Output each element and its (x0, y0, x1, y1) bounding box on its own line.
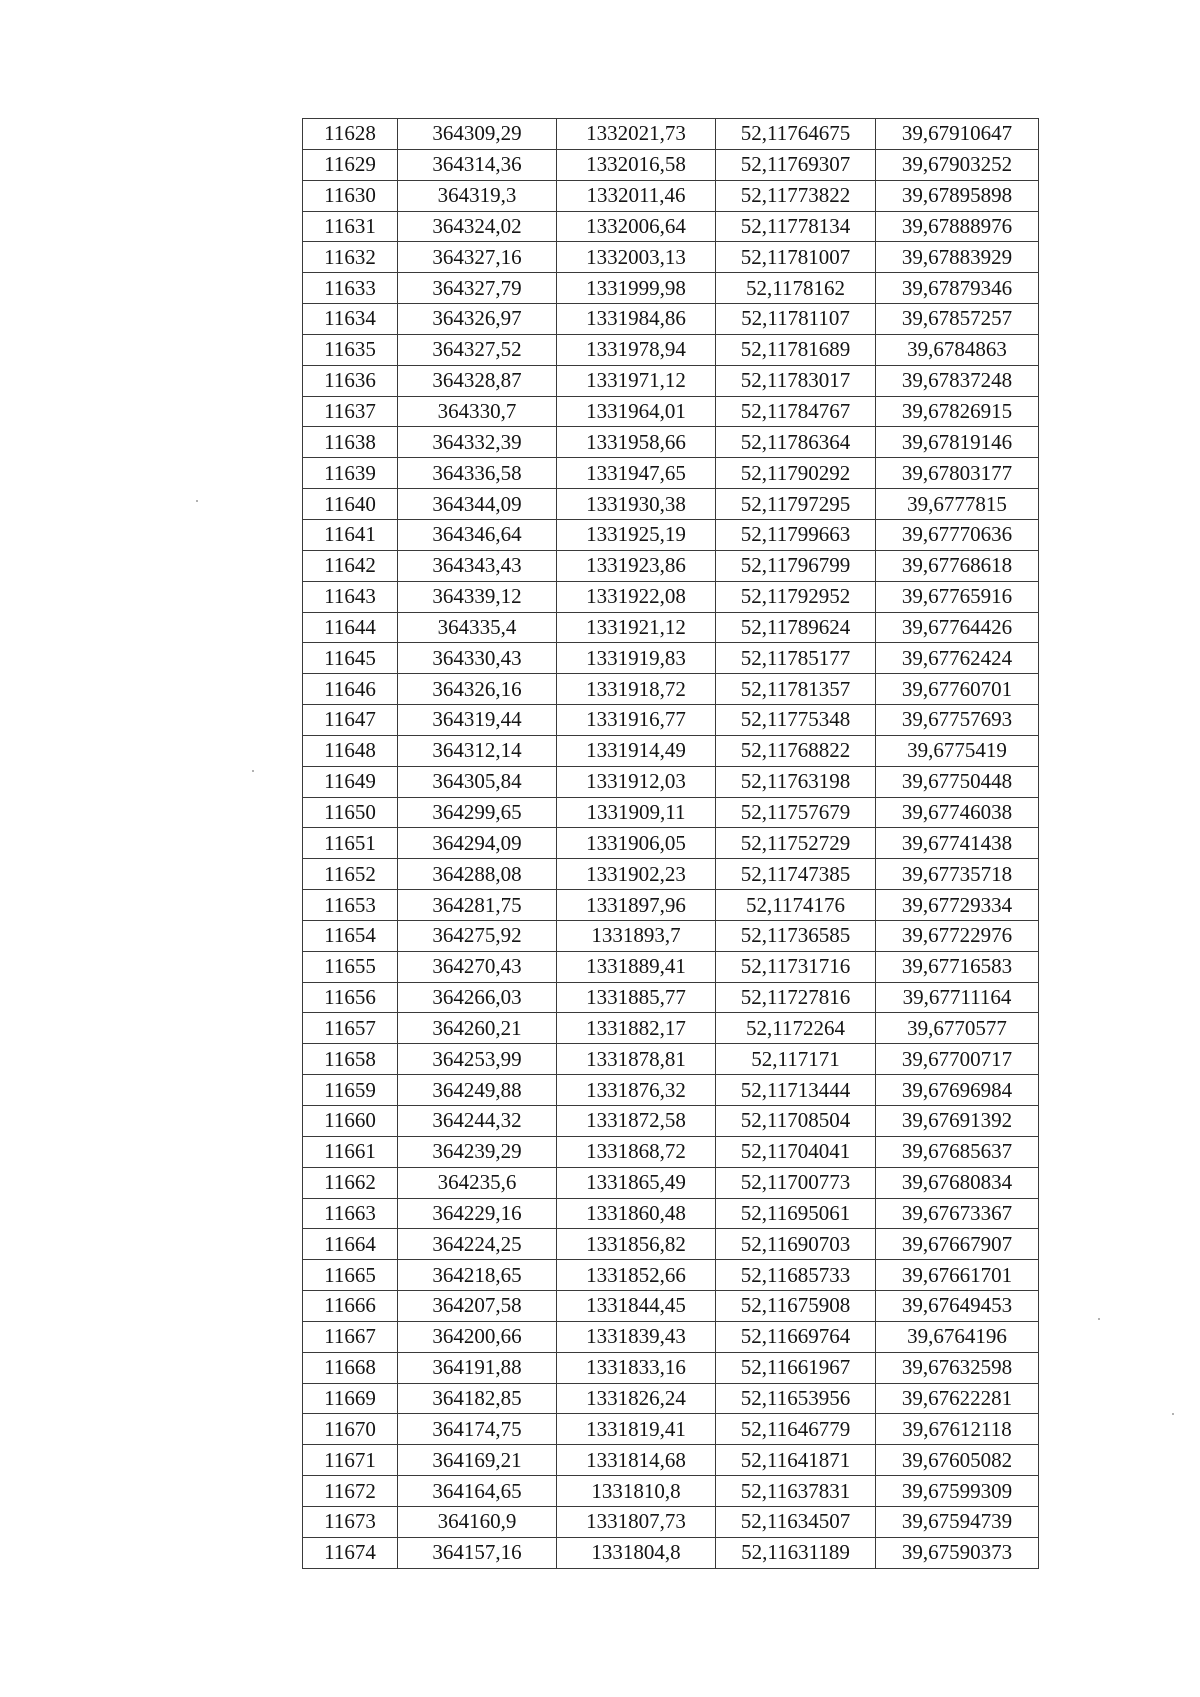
x-coordinate-cell: 364327,79 (398, 273, 557, 304)
scan-speck (1172, 1413, 1174, 1415)
point-number-cell: 11637 (303, 396, 398, 427)
latitude-cell: 52,11631189 (716, 1537, 876, 1568)
longitude-cell: 39,67700717 (876, 1044, 1039, 1075)
point-number-cell: 11635 (303, 334, 398, 365)
point-number-cell: 11665 (303, 1260, 398, 1291)
y-coordinate-cell: 1332016,58 (557, 149, 716, 180)
longitude-cell: 39,67895898 (876, 180, 1039, 211)
latitude-cell: 52,11785177 (716, 643, 876, 674)
table-row (303, 643, 1039, 674)
point-number-cell: 11629 (303, 149, 398, 180)
point-number-cell: 11664 (303, 1229, 398, 1260)
longitude-cell: 39,67760701 (876, 674, 1039, 705)
y-coordinate-cell: 1331919,83 (557, 643, 716, 674)
longitude-cell: 39,67910647 (876, 119, 1039, 150)
x-coordinate-cell: 364207,58 (398, 1291, 557, 1322)
y-coordinate-cell: 1331897,96 (557, 890, 716, 921)
longitude-cell: 39,67622281 (876, 1383, 1039, 1414)
table-row (303, 458, 1039, 489)
longitude-cell: 39,6770577 (876, 1013, 1039, 1044)
y-coordinate-cell: 1331999,98 (557, 273, 716, 304)
coordinates-table-body (303, 119, 1039, 1569)
x-coordinate-cell: 364319,44 (398, 705, 557, 736)
y-coordinate-cell: 1331918,72 (557, 674, 716, 705)
y-coordinate-cell: 1331958,66 (557, 427, 716, 458)
longitude-cell: 39,67762424 (876, 643, 1039, 674)
longitude-cell: 39,67673367 (876, 1198, 1039, 1229)
latitude-cell: 52,11747385 (716, 859, 876, 890)
point-number-cell: 11652 (303, 859, 398, 890)
x-coordinate-cell: 364157,16 (398, 1537, 557, 1568)
table-row (303, 859, 1039, 890)
longitude-cell: 39,67803177 (876, 458, 1039, 489)
latitude-cell: 52,11784767 (716, 396, 876, 427)
longitude-cell: 39,67716583 (876, 951, 1039, 982)
y-coordinate-cell: 1331844,45 (557, 1291, 716, 1322)
table-row (303, 1476, 1039, 1507)
x-coordinate-cell: 364260,21 (398, 1013, 557, 1044)
coordinates-table (302, 118, 1039, 1569)
table-row (303, 581, 1039, 612)
y-coordinate-cell: 1331878,81 (557, 1044, 716, 1075)
x-coordinate-cell: 364294,09 (398, 828, 557, 859)
longitude-cell: 39,67590373 (876, 1537, 1039, 1568)
longitude-cell: 39,67741438 (876, 828, 1039, 859)
longitude-cell: 39,67680834 (876, 1167, 1039, 1198)
longitude-cell: 39,67605082 (876, 1445, 1039, 1476)
y-coordinate-cell: 1331923,86 (557, 550, 716, 581)
table-row (303, 766, 1039, 797)
x-coordinate-cell: 364335,4 (398, 612, 557, 643)
y-coordinate-cell: 1331947,65 (557, 458, 716, 489)
point-number-cell: 11650 (303, 797, 398, 828)
latitude-cell: 52,11781357 (716, 674, 876, 705)
y-coordinate-cell: 1331893,7 (557, 920, 716, 951)
longitude-cell: 39,67883929 (876, 242, 1039, 273)
x-coordinate-cell: 364314,36 (398, 149, 557, 180)
point-number-cell: 11636 (303, 365, 398, 396)
point-number-cell: 11671 (303, 1445, 398, 1476)
x-coordinate-cell: 364281,75 (398, 890, 557, 921)
table-row (303, 612, 1039, 643)
table-row (303, 1136, 1039, 1167)
x-coordinate-cell: 364332,39 (398, 427, 557, 458)
longitude-cell: 39,67757693 (876, 705, 1039, 736)
latitude-cell: 52,11757679 (716, 797, 876, 828)
latitude-cell: 52,11799663 (716, 519, 876, 550)
table-row (303, 180, 1039, 211)
longitude-cell: 39,6764196 (876, 1321, 1039, 1352)
table-row (303, 304, 1039, 335)
x-coordinate-cell: 364191,88 (398, 1352, 557, 1383)
latitude-cell: 52,117171 (716, 1044, 876, 1075)
y-coordinate-cell: 1331868,72 (557, 1136, 716, 1167)
longitude-cell: 39,67612118 (876, 1414, 1039, 1445)
table-row (303, 1414, 1039, 1445)
table-row (303, 1506, 1039, 1537)
table-row (303, 1352, 1039, 1383)
table-row (303, 890, 1039, 921)
longitude-cell: 39,67696984 (876, 1075, 1039, 1106)
latitude-cell: 52,11641871 (716, 1445, 876, 1476)
y-coordinate-cell: 1331885,77 (557, 982, 716, 1013)
point-number-cell: 11658 (303, 1044, 398, 1075)
y-coordinate-cell: 1331930,38 (557, 489, 716, 520)
y-coordinate-cell: 1331912,03 (557, 766, 716, 797)
x-coordinate-cell: 364266,03 (398, 982, 557, 1013)
point-number-cell: 11648 (303, 735, 398, 766)
point-number-cell: 11628 (303, 119, 398, 150)
latitude-cell: 52,11704041 (716, 1136, 876, 1167)
latitude-cell: 52,11685733 (716, 1260, 876, 1291)
longitude-cell: 39,67826915 (876, 396, 1039, 427)
x-coordinate-cell: 364200,66 (398, 1321, 557, 1352)
y-coordinate-cell: 1331819,41 (557, 1414, 716, 1445)
y-coordinate-cell: 1331814,68 (557, 1445, 716, 1476)
table-row (303, 951, 1039, 982)
table-row (303, 149, 1039, 180)
longitude-cell: 39,67729334 (876, 890, 1039, 921)
latitude-cell: 52,11781689 (716, 334, 876, 365)
latitude-cell: 52,11713444 (716, 1075, 876, 1106)
table-row (303, 1106, 1039, 1137)
y-coordinate-cell: 1331807,73 (557, 1506, 716, 1537)
x-coordinate-cell: 364343,43 (398, 550, 557, 581)
table-row (303, 705, 1039, 736)
y-coordinate-cell: 1332011,46 (557, 180, 716, 211)
x-coordinate-cell: 364344,09 (398, 489, 557, 520)
point-number-cell: 11669 (303, 1383, 398, 1414)
longitude-cell: 39,67667907 (876, 1229, 1039, 1260)
y-coordinate-cell: 1331882,17 (557, 1013, 716, 1044)
x-coordinate-cell: 364327,52 (398, 334, 557, 365)
point-number-cell: 11659 (303, 1075, 398, 1106)
latitude-cell: 52,11781107 (716, 304, 876, 335)
latitude-cell: 52,11731716 (716, 951, 876, 982)
table-row (303, 1291, 1039, 1322)
x-coordinate-cell: 364319,3 (398, 180, 557, 211)
y-coordinate-cell: 1332021,73 (557, 119, 716, 150)
x-coordinate-cell: 364309,29 (398, 119, 557, 150)
y-coordinate-cell: 1331826,24 (557, 1383, 716, 1414)
latitude-cell: 52,11768822 (716, 735, 876, 766)
x-coordinate-cell: 364229,16 (398, 1198, 557, 1229)
y-coordinate-cell: 1331964,01 (557, 396, 716, 427)
x-coordinate-cell: 364169,21 (398, 1445, 557, 1476)
table-row (303, 1013, 1039, 1044)
table-row (303, 211, 1039, 242)
point-number-cell: 11633 (303, 273, 398, 304)
table-row (303, 396, 1039, 427)
point-number-cell: 11638 (303, 427, 398, 458)
y-coordinate-cell: 1332006,64 (557, 211, 716, 242)
table-row (303, 273, 1039, 304)
point-number-cell: 11655 (303, 951, 398, 982)
x-coordinate-cell: 364270,43 (398, 951, 557, 982)
x-coordinate-cell: 364327,16 (398, 242, 557, 273)
x-coordinate-cell: 364244,32 (398, 1106, 557, 1137)
x-coordinate-cell: 364339,12 (398, 581, 557, 612)
table-row (303, 735, 1039, 766)
y-coordinate-cell: 1331978,94 (557, 334, 716, 365)
table-row (303, 519, 1039, 550)
longitude-cell: 39,67764426 (876, 612, 1039, 643)
point-number-cell: 11644 (303, 612, 398, 643)
x-coordinate-cell: 364326,16 (398, 674, 557, 705)
longitude-cell: 39,67888976 (876, 211, 1039, 242)
y-coordinate-cell: 1331852,66 (557, 1260, 716, 1291)
longitude-cell: 39,67722976 (876, 920, 1039, 951)
x-coordinate-cell: 364275,92 (398, 920, 557, 951)
latitude-cell: 52,11634507 (716, 1506, 876, 1537)
latitude-cell: 52,11769307 (716, 149, 876, 180)
point-number-cell: 11643 (303, 581, 398, 612)
longitude-cell: 39,67711164 (876, 982, 1039, 1013)
latitude-cell: 52,11796799 (716, 550, 876, 581)
point-number-cell: 11651 (303, 828, 398, 859)
table-row (303, 1537, 1039, 1568)
y-coordinate-cell: 1331833,16 (557, 1352, 716, 1383)
point-number-cell: 11640 (303, 489, 398, 520)
latitude-cell: 52,11736585 (716, 920, 876, 951)
x-coordinate-cell: 364218,65 (398, 1260, 557, 1291)
longitude-cell: 39,67857257 (876, 304, 1039, 335)
latitude-cell: 52,11700773 (716, 1167, 876, 1198)
y-coordinate-cell: 1331856,82 (557, 1229, 716, 1260)
longitude-cell: 39,67819146 (876, 427, 1039, 458)
x-coordinate-cell: 364235,6 (398, 1167, 557, 1198)
table-row (303, 920, 1039, 951)
y-coordinate-cell: 1331876,32 (557, 1075, 716, 1106)
point-number-cell: 11645 (303, 643, 398, 674)
longitude-cell: 39,6784863 (876, 334, 1039, 365)
latitude-cell: 52,11669764 (716, 1321, 876, 1352)
x-coordinate-cell: 364324,02 (398, 211, 557, 242)
latitude-cell: 52,11675908 (716, 1291, 876, 1322)
longitude-cell: 39,67661701 (876, 1260, 1039, 1291)
y-coordinate-cell: 1332003,13 (557, 242, 716, 273)
y-coordinate-cell: 1331925,19 (557, 519, 716, 550)
point-number-cell: 11660 (303, 1106, 398, 1137)
point-number-cell: 11673 (303, 1506, 398, 1537)
x-coordinate-cell: 364160,9 (398, 1506, 557, 1537)
longitude-cell: 39,67685637 (876, 1136, 1039, 1167)
latitude-cell: 52,11778134 (716, 211, 876, 242)
latitude-cell: 52,1174176 (716, 890, 876, 921)
point-number-cell: 11663 (303, 1198, 398, 1229)
y-coordinate-cell: 1331909,11 (557, 797, 716, 828)
x-coordinate-cell: 364249,88 (398, 1075, 557, 1106)
y-coordinate-cell: 1331872,58 (557, 1106, 716, 1137)
table-row (303, 365, 1039, 396)
latitude-cell: 52,11727816 (716, 982, 876, 1013)
latitude-cell: 52,11789624 (716, 612, 876, 643)
longitude-cell: 39,67903252 (876, 149, 1039, 180)
longitude-cell: 39,67765916 (876, 581, 1039, 612)
longitude-cell: 39,67599309 (876, 1476, 1039, 1507)
latitude-cell: 52,11752729 (716, 828, 876, 859)
table-row (303, 242, 1039, 273)
latitude-cell: 52,1178162 (716, 273, 876, 304)
table-row (303, 1260, 1039, 1291)
y-coordinate-cell: 1331971,12 (557, 365, 716, 396)
latitude-cell: 52,11781007 (716, 242, 876, 273)
x-coordinate-cell: 364326,97 (398, 304, 557, 335)
y-coordinate-cell: 1331865,49 (557, 1167, 716, 1198)
y-coordinate-cell: 1331922,08 (557, 581, 716, 612)
table-row (303, 828, 1039, 859)
point-number-cell: 11672 (303, 1476, 398, 1507)
latitude-cell: 52,11764675 (716, 119, 876, 150)
x-coordinate-cell: 364336,58 (398, 458, 557, 489)
x-coordinate-cell: 364288,08 (398, 859, 557, 890)
y-coordinate-cell: 1331889,41 (557, 951, 716, 982)
longitude-cell: 39,67691392 (876, 1106, 1039, 1137)
x-coordinate-cell: 364330,43 (398, 643, 557, 674)
y-coordinate-cell: 1331984,86 (557, 304, 716, 335)
point-number-cell: 11654 (303, 920, 398, 951)
table-row (303, 119, 1039, 150)
point-number-cell: 11634 (303, 304, 398, 335)
x-coordinate-cell: 364164,65 (398, 1476, 557, 1507)
table-row (303, 1321, 1039, 1352)
table-row (303, 489, 1039, 520)
x-coordinate-cell: 364305,84 (398, 766, 557, 797)
latitude-cell: 52,11783017 (716, 365, 876, 396)
scan-speck (252, 770, 254, 772)
point-number-cell: 11647 (303, 705, 398, 736)
latitude-cell: 52,11773822 (716, 180, 876, 211)
latitude-cell: 52,11653956 (716, 1383, 876, 1414)
point-number-cell: 11641 (303, 519, 398, 550)
point-number-cell: 11666 (303, 1291, 398, 1322)
table-row (303, 1229, 1039, 1260)
longitude-cell: 39,6775419 (876, 735, 1039, 766)
table-row (303, 1383, 1039, 1414)
longitude-cell: 39,67879346 (876, 273, 1039, 304)
point-number-cell: 11668 (303, 1352, 398, 1383)
latitude-cell: 52,11792952 (716, 581, 876, 612)
y-coordinate-cell: 1331906,05 (557, 828, 716, 859)
longitude-cell: 39,6777815 (876, 489, 1039, 520)
table-row (303, 797, 1039, 828)
longitude-cell: 39,67735718 (876, 859, 1039, 890)
x-coordinate-cell: 364174,75 (398, 1414, 557, 1445)
point-number-cell: 11670 (303, 1414, 398, 1445)
y-coordinate-cell: 1331804,8 (557, 1537, 716, 1568)
x-coordinate-cell: 364253,99 (398, 1044, 557, 1075)
x-coordinate-cell: 364312,14 (398, 735, 557, 766)
y-coordinate-cell: 1331916,77 (557, 705, 716, 736)
table-row (303, 1198, 1039, 1229)
table-row (303, 1044, 1039, 1075)
y-coordinate-cell: 1331839,43 (557, 1321, 716, 1352)
table-row (303, 674, 1039, 705)
table-row (303, 982, 1039, 1013)
latitude-cell: 52,11775348 (716, 705, 876, 736)
table-row (303, 1445, 1039, 1476)
x-coordinate-cell: 364239,29 (398, 1136, 557, 1167)
table-row (303, 1167, 1039, 1198)
x-coordinate-cell: 364330,7 (398, 396, 557, 427)
point-number-cell: 11649 (303, 766, 398, 797)
longitude-cell: 39,67837248 (876, 365, 1039, 396)
point-number-cell: 11631 (303, 211, 398, 242)
point-number-cell: 11642 (303, 550, 398, 581)
longitude-cell: 39,67768618 (876, 550, 1039, 581)
x-coordinate-cell: 364224,25 (398, 1229, 557, 1260)
point-number-cell: 11632 (303, 242, 398, 273)
table-row (303, 550, 1039, 581)
point-number-cell: 11657 (303, 1013, 398, 1044)
scan-speck (1098, 1318, 1100, 1320)
point-number-cell: 11662 (303, 1167, 398, 1198)
latitude-cell: 52,11646779 (716, 1414, 876, 1445)
latitude-cell: 52,11786364 (716, 427, 876, 458)
point-number-cell: 11656 (303, 982, 398, 1013)
point-number-cell: 11646 (303, 674, 398, 705)
scan-speck (196, 500, 198, 502)
point-number-cell: 11674 (303, 1537, 398, 1568)
table-row (303, 334, 1039, 365)
point-number-cell: 11639 (303, 458, 398, 489)
y-coordinate-cell: 1331860,48 (557, 1198, 716, 1229)
latitude-cell: 52,11695061 (716, 1198, 876, 1229)
point-number-cell: 11661 (303, 1136, 398, 1167)
x-coordinate-cell: 364346,64 (398, 519, 557, 550)
latitude-cell: 52,11637831 (716, 1476, 876, 1507)
y-coordinate-cell: 1331921,12 (557, 612, 716, 643)
y-coordinate-cell: 1331902,23 (557, 859, 716, 890)
point-number-cell: 11653 (303, 890, 398, 921)
longitude-cell: 39,67770636 (876, 519, 1039, 550)
longitude-cell: 39,67594739 (876, 1506, 1039, 1537)
y-coordinate-cell: 1331914,49 (557, 735, 716, 766)
point-number-cell: 11630 (303, 180, 398, 211)
longitude-cell: 39,67750448 (876, 766, 1039, 797)
latitude-cell: 52,11661967 (716, 1352, 876, 1383)
x-coordinate-cell: 364182,85 (398, 1383, 557, 1414)
table-row (303, 427, 1039, 458)
longitude-cell: 39,67649453 (876, 1291, 1039, 1322)
x-coordinate-cell: 364328,87 (398, 365, 557, 396)
y-coordinate-cell: 1331810,8 (557, 1476, 716, 1507)
latitude-cell: 52,11708504 (716, 1106, 876, 1137)
table-row (303, 1075, 1039, 1106)
longitude-cell: 39,67746038 (876, 797, 1039, 828)
latitude-cell: 52,11790292 (716, 458, 876, 489)
point-number-cell: 11667 (303, 1321, 398, 1352)
latitude-cell: 52,11797295 (716, 489, 876, 520)
x-coordinate-cell: 364299,65 (398, 797, 557, 828)
longitude-cell: 39,67632598 (876, 1352, 1039, 1383)
latitude-cell: 52,11690703 (716, 1229, 876, 1260)
latitude-cell: 52,11763198 (716, 766, 876, 797)
latitude-cell: 52,1172264 (716, 1013, 876, 1044)
